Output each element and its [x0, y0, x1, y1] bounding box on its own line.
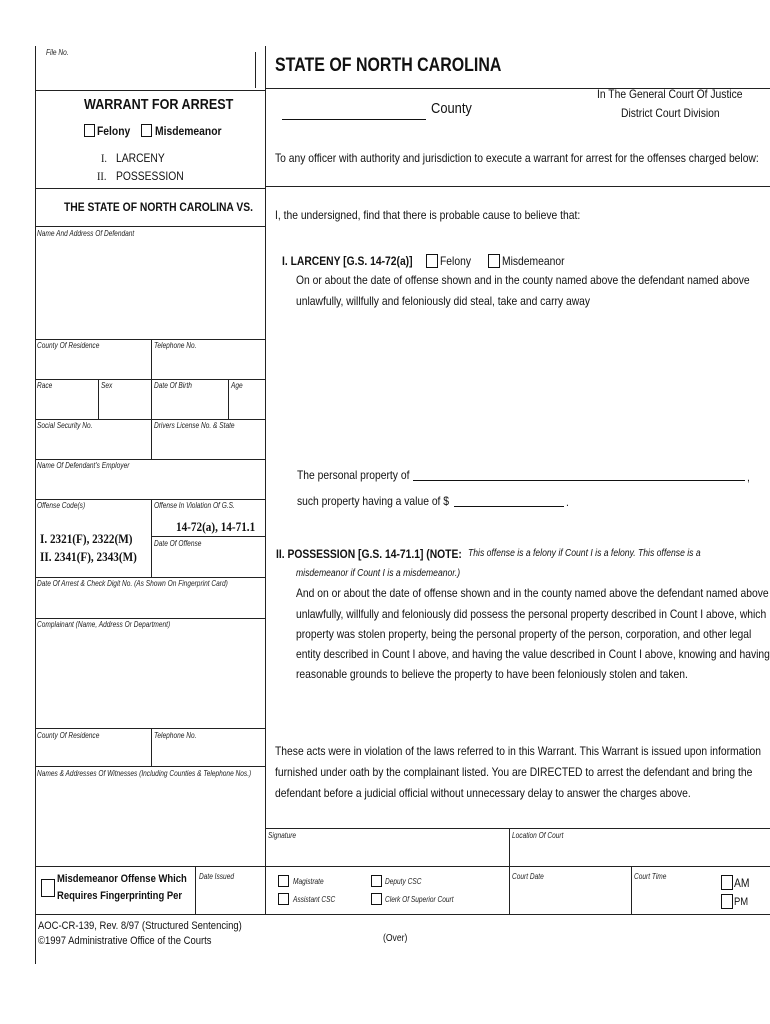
rule	[35, 577, 265, 578]
rule	[35, 379, 265, 380]
warrant-title: WARRANT FOR ARREST	[84, 96, 234, 113]
signature-label: Signature	[268, 831, 297, 840]
magistrate-checkbox[interactable]	[278, 875, 289, 887]
possession-heading: II. POSSESSION [G.S. 14-71.1] (NOTE:	[276, 547, 462, 561]
assistant-csc-checkbox[interactable]	[278, 893, 289, 905]
deputy-csc-checkbox[interactable]	[371, 875, 382, 887]
rule	[35, 226, 265, 227]
acts-text-1: These acts were in violation of the laws referred to in this Warrant. This Warrant is issued upon information	[275, 744, 762, 758]
county-label: County	[431, 100, 472, 117]
rule	[35, 90, 265, 91]
larceny-felony-label: Felony	[440, 254, 471, 268]
rule	[35, 459, 265, 460]
rule	[151, 419, 152, 459]
telephone-label: Telephone No.	[154, 341, 197, 350]
larceny-text-2: unlawfully, willfully and feloniously did steal, take and carry away	[296, 294, 591, 308]
am-checkbox[interactable]	[721, 875, 733, 890]
offense-codes-label: Offense Code(s)	[37, 501, 86, 510]
undersigned-text: I, the undersigned, find that there is probable cause to believe that:	[275, 208, 581, 222]
rule	[35, 728, 265, 729]
larceny-misdemeanor-checkbox[interactable]	[488, 254, 500, 268]
county-residence-label: County Of Residence	[37, 341, 100, 350]
possession-note-2: misdemeanor if Count I is a misdemeanor.)	[296, 568, 461, 579]
deputy-csc-label: Deputy CSC	[385, 877, 422, 886]
rule	[35, 419, 265, 420]
count1-roman: I.	[101, 151, 108, 165]
left-margin-rule	[35, 46, 36, 964]
age-label: Age	[231, 381, 243, 390]
offense-gs-value: 14-72(a), 14-71.1	[176, 519, 256, 534]
possession-text-2: unlawfully, willfully and feloniously did possess the personal property described in Count I above, which	[296, 607, 767, 621]
rule	[35, 766, 265, 767]
state-title: STATE OF NORTH CAROLINA	[275, 55, 502, 76]
employer-label: Name Of Defendant's Employer	[37, 461, 130, 470]
possession-note-1: This offense is a felony if Count I is a felony. This offense is a	[468, 548, 701, 559]
fingerprint-checkbox[interactable]	[41, 879, 55, 897]
file-no-field[interactable]	[255, 52, 256, 88]
drivers-license-label: Drivers License No. & State	[154, 421, 235, 430]
personal-property-label: The personal property of	[297, 468, 410, 482]
name-address-field[interactable]	[36, 240, 264, 338]
rule	[265, 828, 770, 829]
possession-text-5: reasonable grounds to believe the property to have been feloniously stolen and taken.	[296, 667, 688, 681]
larceny-heading: I. LARCENY [G.S. 14-72(a)]	[282, 254, 413, 268]
offense-code-2: II. 2341(F), 2343(M)	[40, 549, 137, 564]
state-vs-heading: THE STATE OF NORTH CAROLINA VS.	[64, 200, 254, 214]
date-arrest-label: Date Of Arrest & Check Digit No. (As Shown On Fingerprint Card)	[37, 579, 228, 588]
date-offense-label: Date Of Offense	[154, 539, 202, 548]
over-label: (Over)	[383, 933, 408, 944]
offense-violation-label: Offense In Violation Of G.S.	[154, 501, 235, 510]
rule	[35, 339, 265, 340]
rule	[35, 188, 265, 189]
rule	[35, 866, 265, 867]
telephone-2-label: Telephone No.	[154, 731, 197, 740]
rule	[98, 379, 99, 419]
rule	[265, 186, 770, 187]
acts-text-2: furnished under oath by the complainant listed. You are DIRECTED to arrest the defendant and bring the	[275, 765, 753, 779]
sex-label: Sex	[101, 381, 113, 390]
rule	[151, 499, 152, 577]
rule	[265, 866, 770, 867]
misdemeanor-checkbox[interactable]	[141, 124, 152, 137]
clerk-superior-label: Clerk Of Superior Court	[385, 895, 454, 904]
witnesses-label: Names & Addresses Of Witnesses (Including Counties & Telephone Nos.)	[37, 769, 252, 778]
rule	[228, 379, 229, 419]
rule	[151, 728, 152, 766]
possession-text-4: entity described in Count I above, and having the value described in Count I above, knowing and having	[296, 647, 770, 661]
court-line-1: In The General Court Of Justice	[597, 87, 743, 101]
personal-property-input[interactable]	[413, 480, 745, 481]
county-residence-2-label: County Of Residence	[37, 731, 100, 740]
court-line-2: District Court Division	[621, 106, 720, 120]
clerk-superior-checkbox[interactable]	[371, 893, 382, 905]
fingerprint-line-1: Misdemeanor Offense Which	[57, 873, 187, 885]
larceny-text-1: On or about the date of offense shown and in the county named above the defendant named above	[296, 273, 750, 287]
race-label: Race	[37, 381, 53, 390]
period: .	[566, 495, 569, 509]
to-officer-text: To any officer with authority and jurisdiction to execute a warrant for arrest for the offenses charged below:	[275, 151, 759, 165]
larceny-misdemeanor-label: Misdemeanor	[502, 254, 565, 268]
am-label: AM	[734, 876, 750, 890]
rule	[151, 536, 265, 537]
rule	[151, 379, 152, 419]
assistant-csc-label: Assistant CSC	[293, 895, 336, 904]
rule	[195, 866, 196, 914]
acts-text-3: defendant before a judicial official without unnecessary delay to answer the charges above.	[275, 786, 691, 800]
complainant-label: Complainant (Name, Address Or Department)	[37, 620, 171, 629]
larceny-felony-checkbox[interactable]	[426, 254, 438, 268]
date-issued-label: Date Issued	[199, 872, 235, 881]
form-id: AOC-CR-139, Rev. 8/97 (Structured Sentencing)	[38, 920, 242, 932]
rule	[509, 828, 510, 914]
ssn-label: Social Security No.	[37, 421, 93, 430]
pm-label: PM	[734, 896, 749, 908]
offense-code-1: I. 2321(F), 2322(M)	[40, 531, 133, 546]
property-value-label: such property having a value of $	[297, 494, 450, 508]
rule	[35, 618, 265, 619]
property-value-input[interactable]	[454, 506, 564, 507]
rule	[35, 499, 265, 500]
comma: ,	[747, 470, 750, 484]
possession-text-3: property was stolen property, being the personal property of the person, corporation, and other legal	[296, 627, 752, 641]
rule	[265, 914, 770, 915]
rule	[631, 866, 632, 914]
county-input[interactable]	[282, 103, 426, 120]
rule	[35, 914, 265, 915]
magistrate-label: Magistrate	[293, 877, 324, 886]
file-no-label: File No.	[46, 48, 69, 57]
misdemeanor-label: Misdemeanor	[155, 124, 222, 138]
dob-label: Date Of Birth	[154, 381, 192, 390]
fingerprint-line-2: Requires Fingerprinting Per	[57, 890, 183, 902]
court-time-label: Court Time	[634, 872, 667, 881]
felony-checkbox[interactable]	[84, 124, 95, 137]
signature-field[interactable]	[268, 841, 508, 866]
felony-label: Felony	[97, 124, 131, 138]
court-date-label: Court Date	[512, 872, 544, 881]
possession-text-1: And on or about the date of offense shown and in the county named above the defendant named above	[296, 586, 769, 600]
location-court-label: Location Of Court	[512, 831, 564, 840]
pm-checkbox[interactable]	[721, 894, 733, 909]
count2-name: POSSESSION	[116, 169, 184, 183]
count1-name: LARCENY	[116, 151, 165, 165]
count2-roman: II.	[97, 169, 107, 183]
rule	[151, 339, 152, 379]
name-address-label: Name And Address Of Defendant	[37, 229, 135, 238]
copyright: ©1997 Administrative Office of the Courts	[38, 935, 212, 947]
column-divider	[265, 46, 266, 914]
